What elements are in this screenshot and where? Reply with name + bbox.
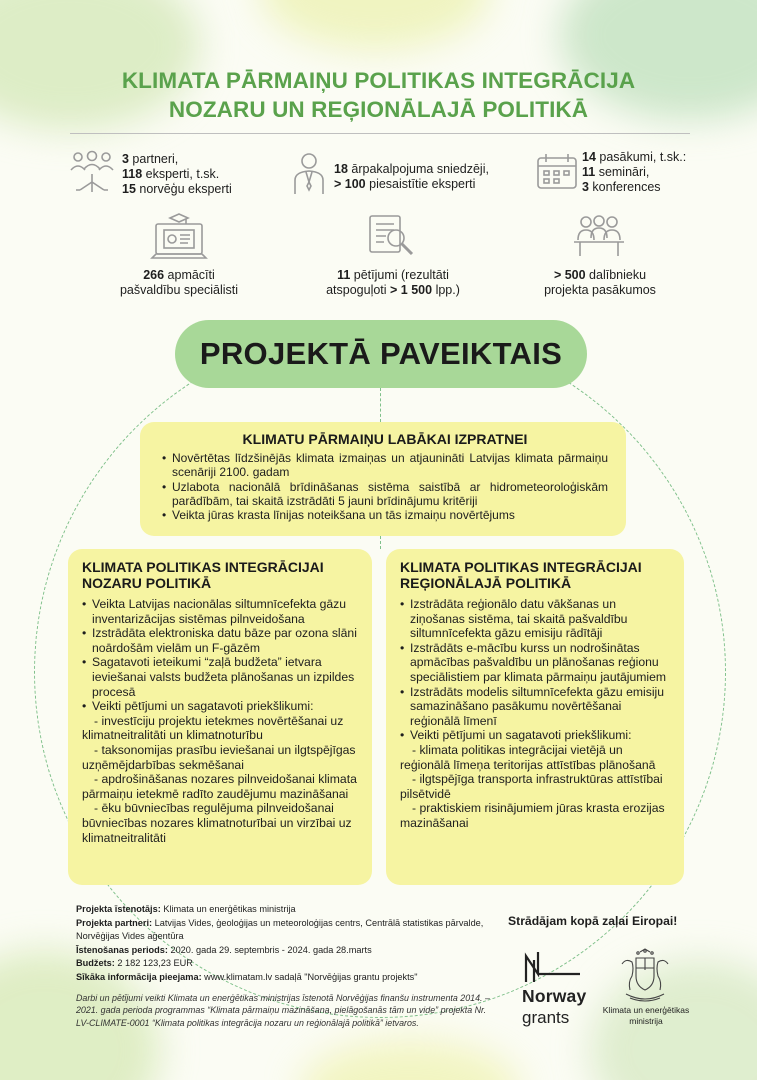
stat-providers: 18 ārpakalpojuma sniedzēji, > 100 piesaistītie eksperti	[334, 162, 489, 191]
footer-note: Darbi un pētījumi veikti Klimata un enerģētikas ministrijas īstenotā Norvēģijas finanšu instrumenta 2014. – 2021. gada perioda programmas “Klimata pārmaiņu mazināšana, pielāgošanās tām un vide” projekta Nr. LV-CLIMATE-0001 “Klimata politikas integrācija nozaru un reģionālajā politikā” ietvaros.	[76, 993, 490, 1028]
norway-grants-logo-icon	[522, 950, 582, 984]
stat-trained: 266 apmācīti pašvaldību speciālisti	[119, 268, 239, 297]
page-title-line-2: NOZARU UN REĢIONĀLAJĀ POLITIKĀ	[168, 97, 589, 122]
footer-period: Īstenošanas periods: 2020. gada 29. septembris - 2024. gada 28.marts	[76, 944, 372, 955]
box-regional-policy-subitems	[400, 743, 672, 831]
box-sector-policy	[68, 549, 372, 885]
list-item: • Izstrādāta elektroniska datu bāze par ozona slāni noārdošām vielām un F-gāzēm	[82, 626, 360, 655]
sub-list-item: - praktiskiem risinājumiem jūras krasta erozijas mazināšanai	[400, 801, 665, 830]
sub-list-item: - ēku būvniecības regulējuma pilnveidošanai būvniecības nozares klimatnoturībai un virzībai uz klimatneitralitāti	[82, 801, 352, 845]
box-climate-understanding	[140, 422, 626, 536]
box-regional-policy	[386, 549, 684, 885]
list-item: • Izstrādāta reģionālo datu vākšanas un ziņošanas sistēma, tai skaitā pašvaldību siltumnīcefekta gāzu emisiju rādītāji	[400, 597, 672, 641]
sub-list-item: - klimata politikas integrācijai vietējā un reģionālā līmeņa teritorijas attīstības plānošanā	[400, 742, 656, 772]
box-regional-policy-heading: KLIMATA POLITIKAS INTEGRĀCIJAI REĢIONĀLAJĀ POLITIKĀ	[400, 559, 642, 591]
footer-partners: Projekta partneri: Latvijas Vides, ģeoloģijas un meteoroloģijas centrs, Centrālā statistikas pārvalde, Norvēģijas Vides aģentūra	[76, 917, 484, 942]
stat-participants: > 500 dalībnieku projekta pasākumos	[544, 268, 656, 297]
slogan: Strādājam kopā zaļai Eiropai!	[508, 914, 678, 928]
box-regional-policy-list	[400, 597, 672, 743]
sub-list-item: - ilgtspējīga transporta infrastruktūras attīstībai pilsētvidē	[400, 772, 663, 801]
list-item: • Veikti pētījumi un sagatavoti priekšlikumi:	[82, 699, 360, 714]
box-sector-policy-list	[82, 597, 360, 714]
people-network-icon	[68, 150, 116, 194]
box-climate-understanding-heading: KLIMATU PĀRMAIŅU LABĀKAI IZPRATNEI	[242, 431, 528, 447]
page-title-line-1: KLIMATA PĀRMAIŅU POLITIKAS INTEGRĀCIJA	[121, 68, 636, 93]
box-sector-policy-subitems	[82, 714, 360, 845]
list-item: • Veikti pētījumi un sagatavoti priekšlikumi:	[400, 728, 672, 743]
dashed-connector-top	[380, 388, 381, 422]
calendar-icon	[536, 152, 578, 192]
background-watercolor-bottom-center	[300, 1040, 520, 1080]
norway-grants-logo-word1: Norway	[522, 986, 587, 1006]
stat-events: 14 pasākumi, t.sk.: 11 semināri, 3 konferences	[582, 150, 687, 194]
footer-budget: Budžets: 2 182 123,23 EUR	[76, 958, 193, 969]
sub-list-item: - investīciju projektu ietekmes novērtēšanai uz klimatneitralitāti un klimatnoturību	[82, 713, 344, 743]
footer-implementer: Projekta īstenotājs: Klimata un enerģētikas ministrija	[76, 904, 296, 914]
list-item: • Izstrādāts modelis siltumnīcefekta gāzu emisiju samazināšano pasākumu novērtēšanai reģionālā līmenī	[400, 685, 672, 729]
footer-info: Sīkāka informācija pieejama: www.klimatam.lv sadaļā "Norvēģijas grantu projekts"	[76, 971, 418, 982]
page-title	[40, 66, 717, 124]
list-item: • Veikta jūras krasta līnijas noteikšana un tās izmaiņu novērtējums	[162, 508, 608, 522]
ministry-logo-text: Klimata un enerģētikas ministrija	[602, 1005, 690, 1026]
project-info-footer	[76, 903, 496, 985]
sub-list-item: - taksonomijas prasību ieviešanai un ilgtspējīgas uzņēmējdarbības sekmēšanai	[82, 742, 356, 772]
norway-grants-logo-word2: grants	[522, 1008, 570, 1027]
list-item: • Izstrādāts e-mācību kurss un nodrošinātas apmācības pašvaldību un plānošanas reģionu speciālistiem par klimata pārmaiņu jautājumiem	[400, 641, 672, 685]
expert-person-icon	[292, 152, 326, 196]
meeting-table-icon	[572, 214, 626, 258]
list-item: • Veikta Latvijas nacionālas siltumnīcefekta gāzu inventarizācijas sistēmas pilnveidošana	[82, 597, 360, 626]
latvia-coat-of-arms-icon	[618, 948, 672, 1004]
stat-studies: 11 pētījumi (rezultāti atspoguļoti > 1 500 lpp.)	[326, 268, 460, 297]
stat-partners: 3 partneri, 118 eksperti, t.sk. 15 norvēģu eksperti	[122, 152, 232, 196]
list-item: • Sagatavoti ieteikumi “zaļā budžeta” ietvara ieviešanai valsts budžeta plānošanas un izpildes procesā	[82, 655, 360, 699]
list-item: • Uzlabota nacionālā brīdināšanas sistēma saistībā ar hidrometeoroloģiskām parādībām, tai skaitā izstrādāti 5 jauni brīdinājumu kritēriji	[162, 480, 608, 509]
list-item: • Novērtētas līdzšinējās klimata izmaiņas un atjaunināti Latvijas klimata pārmaiņu scenāriji 2100. gadam	[162, 451, 608, 480]
box-climate-understanding-list	[162, 451, 608, 522]
box-sector-policy-heading: KLIMATA POLITIKAS INTEGRĀCIJAI NOZARU POLITIKĀ	[82, 559, 324, 591]
projekta-paveiktais-banner: PROJEKTĀ PAVEIKTAIS	[175, 320, 587, 388]
dashed-connector-bottom	[380, 536, 381, 549]
document-search-icon	[366, 212, 416, 258]
online-diploma-icon	[150, 212, 208, 262]
header-divider	[70, 133, 690, 134]
background-watercolor-top-center	[260, 0, 490, 50]
sub-list-item: - apdrošināšanas nozares pilnveidošanai klimata pārmaiņu ietekmē radīto zaudējumu mazināšanai	[82, 772, 357, 801]
